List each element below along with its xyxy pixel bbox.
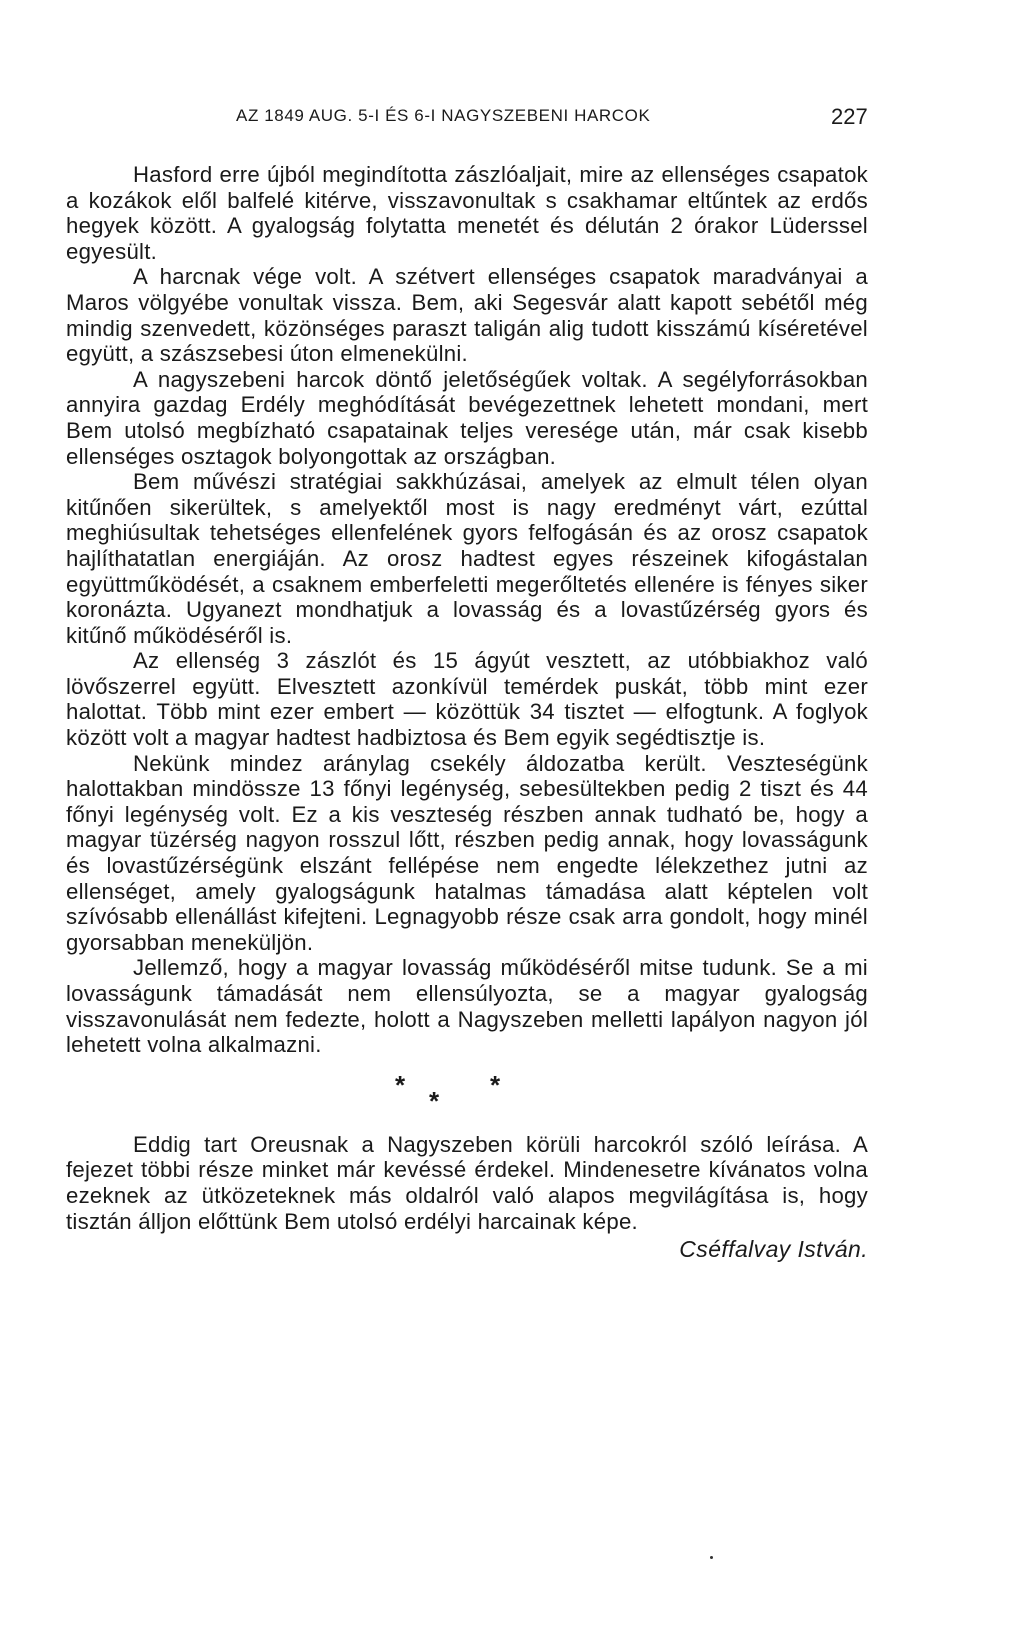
asterisk: * [395,1069,406,1100]
ink-speck [710,1556,713,1559]
asterisk: * [490,1069,501,1100]
paragraph: Hasford erre újból megindította zászlóaljait, mire az ellenséges csapatok a kozákok elől balfelé kitérve, visszavonultak s csakhamar eltűntek az erdős hegyek között. A gyalogság folytatta menetét és délután 2 órakor Lüderssel egyesült. [66,162,868,264]
running-title: AZ 1849 AUG. 5-I ÉS 6-I NAGYSZEBENI HARCOK [236,106,651,125]
author-signature: Cséffalvay István. [679,1236,868,1263]
paragraph: Bem művészi stratégiai sakkhúzásai, amelyek az elmult télen olyan kitűnően sikerültek, s amelyektől most is nagy eredményt várt, ezúttal meghiúsultak tehetséges ellenfelének gyors felfogásán és az orosz csapatok hajlíthatatlan energiáján. Az orosz hadtest egyes részeinek kifogástalan együttműködését, a csaknem emberfeletti megerőltetés ellenére is fényes siker koronázta. Ugyanezt mondhatjuk a lovasság és a lovastűzérség gyors és kitűnő működéséről is. [66,469,868,648]
running-head [0,104,1024,134]
paragraph: Az ellenség 3 zászlót és 15 ágyút vesztett, az utóbbiakhoz való lövőszerrel együtt. Elvesztett azonkívül temérdek puskát, több mint ezer halottat. Több mint ezer embert — közöttük 34 tisztet — elfogtunk. A foglyok között volt a magyar hadtest hadbiztosa és Bem egyik segédtisztje is. [66,648,868,751]
section-separator [66,1070,868,1132]
paragraph: Nekünk mindez aránylag csekély áldozatba került. Veszteségünk halottakban mindössze 13 főnyi legénység, sebesültekben pedig 2 tiszt és 44 főnyi legénység volt. Ez a kis veszteség részben annak tudható be, hogy a magyar tüzérség nagyon rosszul lőtt, részben pedig annak, hogy lovasságunk és lovastűzérségünk elszánt fellépése nem engedte lélekzethez jutni az ellenséget, amely gyalogságunk hatalmas támadása alatt képtelen volt szívósabb ellenállást kifejteni. Legnagyobb része csak arra gondolt, hogy minél gyorsabban meneküljön. [66,750,868,955]
paragraph: Jellemző, hogy a magyar lovasság működéséről mitse tudunk. Se a mi lovasságunk támadását nem ellensúlyozta, se a magyar gyalogság visszavonulását nem fedezte, holott a Nagyszeben melletti lapályon nagyon jól lehetett volna alkalmazni. [66,955,868,1058]
closing-section [66,1132,868,1262]
asterisk: * [429,1085,440,1116]
paragraph: A harcnak vége volt. A szétvert ellenséges csapatok maradványai a Maros völgyébe vonultak vissza. Bem, aki Segesvár alatt kapott sebétől még mindig szenvedett, közönséges paraszt taligán alig tudott kisszámú kíséretével együtt, a szászsebesi úton elmenekülni. [66,264,868,367]
paragraph: A nagyszebeni harcok döntő jeletőségűek voltak. A segélyforrásokban annyira gazdag Erdély meghódítását bevégezettnek lehetett mondani, mert Bem utolsó megbízható csapatainak teljes veresége után, már csak kisebb ellenséges osztagok bolyongottak az országban. [66,366,868,469]
closing-paragraph: Eddig tart Oreusnak a Nagyszeben körüli harcokról szóló leírása. A fejezet többi része minket már kevéssé érdekel. Mindenesetre kívánatos volna ezeknek az ütközeteknek más oldalról való alapos megvilágítása is, hogy tisztán álljon előttünk Bem utolsó erdélyi harcainak képe. [66,1131,868,1234]
main-text [66,162,868,1262]
page-number: 227 [831,104,868,129]
